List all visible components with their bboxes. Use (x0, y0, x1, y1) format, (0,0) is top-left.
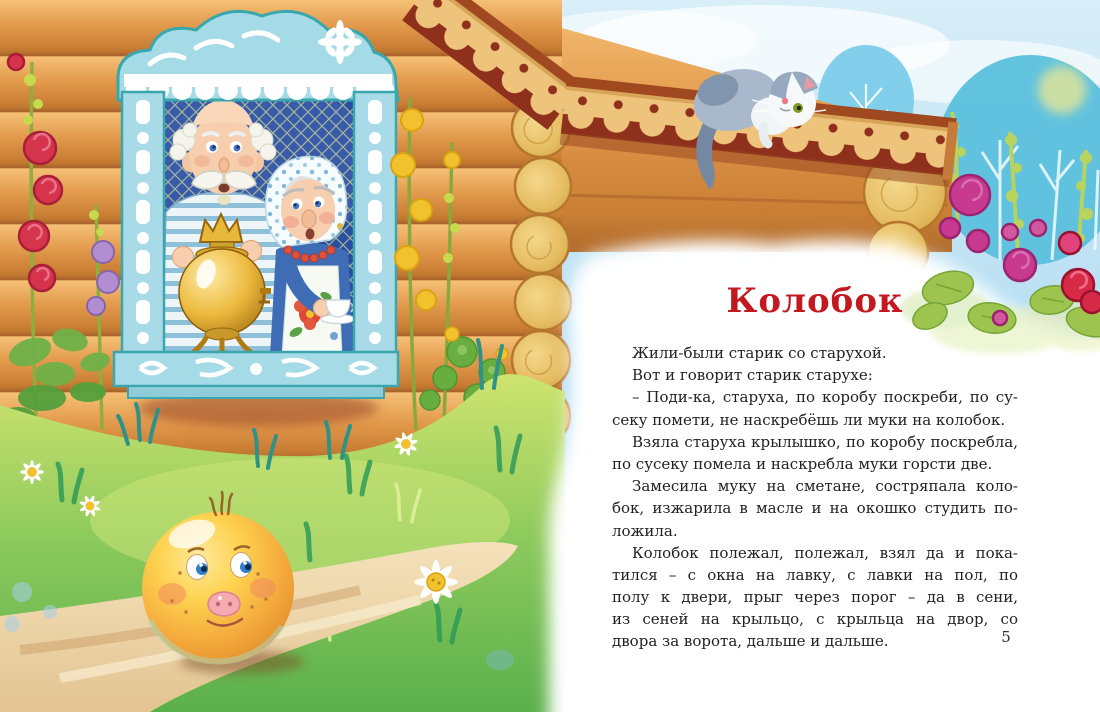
grandmother (266, 156, 355, 356)
story-line: секу помети, не наскребёшь ли муки на колобок. (612, 410, 1006, 429)
story-line: Взяла старуха крылышко, по коробу поскребла, (632, 432, 1018, 451)
story-title: Колобок (726, 281, 904, 321)
story-line: полу к двери, прыг через порог – да в сени, (612, 588, 1018, 607)
page-number: 5 (1001, 628, 1011, 646)
story-line: ложила. (612, 521, 678, 540)
story-text (612, 342, 1018, 653)
story-line: Жили-были старик со старухой. (632, 344, 887, 362)
story-line: двора за ворота, дальше и дальше. (612, 632, 889, 651)
story-line: Замесила муку на сметане, состряпала коло- (632, 477, 1018, 496)
story-line: Вот и говорит старик старухе: (632, 366, 873, 385)
window (114, 11, 398, 426)
story-line: по сусеку помела и наскребла муки горсти две. (612, 454, 993, 473)
story-line: – Поди-ка, старуха, по коробу поскреби, по су- (632, 388, 1018, 407)
story-line: бок, изжарила в масле и на окошко студить по- (612, 499, 1018, 518)
story-line: из сеней на крыльцо, с крыльца на двор, со (612, 610, 1018, 629)
story-line: Колобок полежал, полежал, взял да и пока- (632, 543, 1018, 562)
story-line: тился – с окна на лавку, с лавки на пол, по (612, 565, 1018, 584)
